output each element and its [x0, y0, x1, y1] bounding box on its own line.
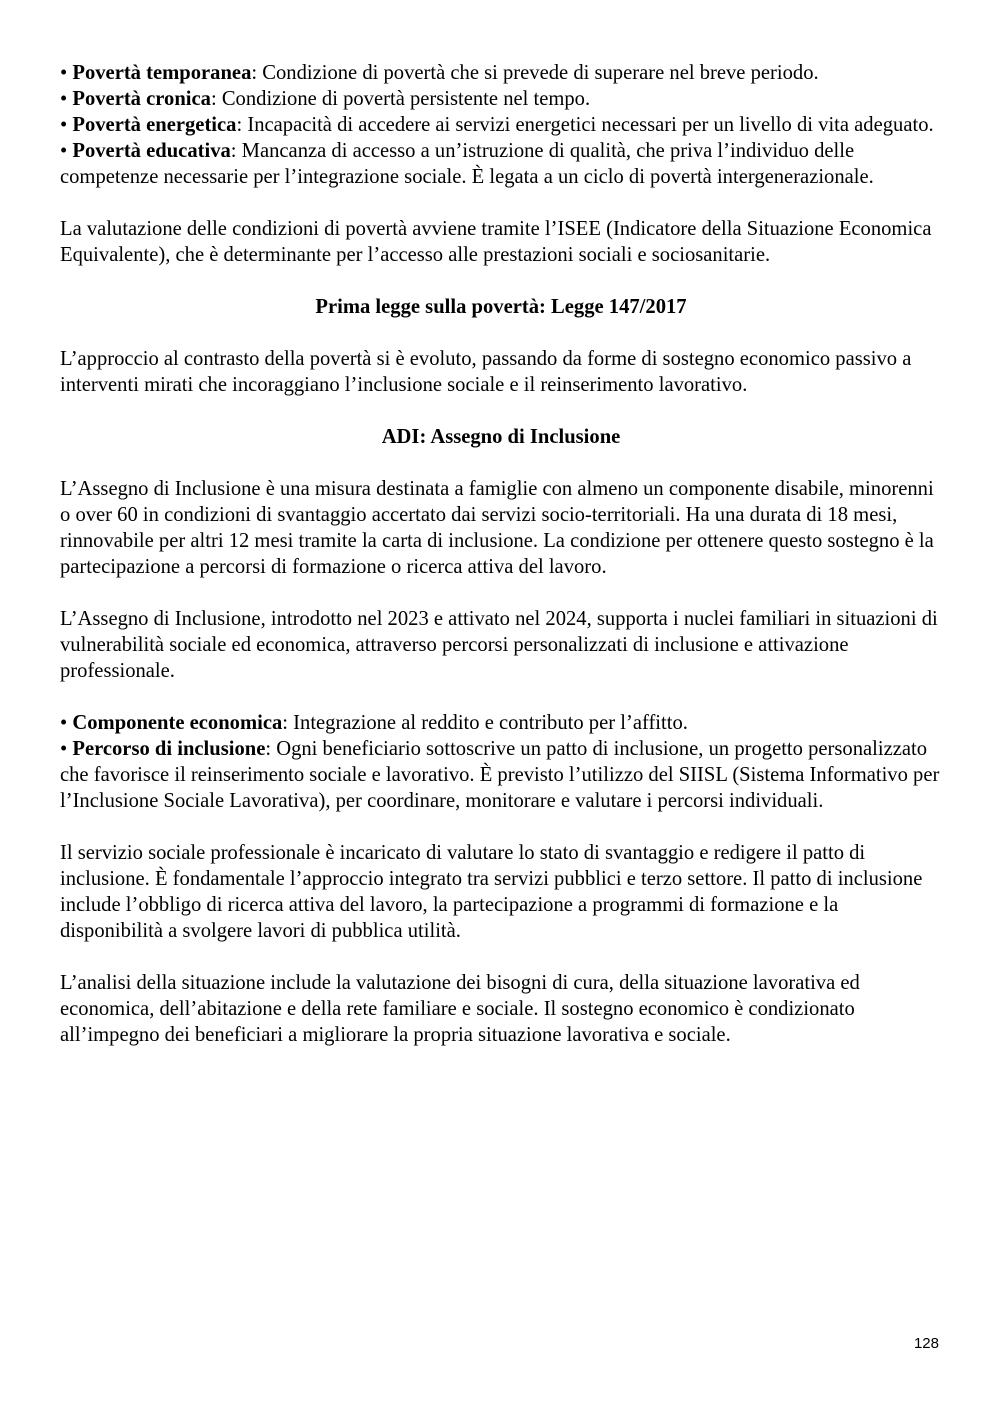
- term: Percorso di inclusione: [72, 738, 266, 760]
- term: Povertà temporanea: [72, 62, 252, 84]
- adi-paragraph-1: L’Assegno di Inclusione è una misura destinata a famiglie con almeno un componente disabile, minorenni o over 60 in condizioni di svantaggio accertato dai servizi socio-territoriali. Ha una durata di 18 mesi, rinnovabile per altri 12 mesi tramite la carta di inclusione. La condizione per ottenere questo sostegno è la partecipazione a percorsi di formazione o ricerca attiva del lavoro.: [60, 478, 934, 578]
- list-item: [60, 112, 942, 138]
- term-description: : Mancanza di accesso a un’istruzione di qualità, che priva l’individuo delle competenze necessarie per l’integrazione sociale. È legata a un ciclo di povertà intergenerazionale.: [60, 140, 874, 188]
- term-description: : Integrazione al reddito e contributo per l’affitto.: [282, 712, 688, 734]
- adi-components-list: [60, 710, 942, 814]
- section-heading-adi: ADI: Assegno di Inclusione: [381, 426, 621, 448]
- section-heading-law: Prima legge sulla povertà: Legge 147/2017: [315, 296, 687, 318]
- isee-paragraph: La valutazione delle condizioni di povertà avviene tramite l’ISEE (Indicatore della Situazione Economica Equivalente), che è determinante per l’accesso alle prestazioni sociali e sociosanitarie.: [60, 218, 932, 266]
- bullet: •: [60, 114, 68, 136]
- approach-paragraph: L’approccio al contrasto della povertà si è evoluto, passando da forme di sostegno economico passivo a interventi mirati che incoraggiano l’inclusione sociale e il reinserimento lavorativo.: [60, 348, 912, 396]
- bullet: •: [60, 712, 68, 734]
- term: Povertà cronica: [72, 88, 211, 110]
- term: Povertà energetica: [72, 114, 237, 136]
- term: Componente economica: [72, 712, 283, 734]
- bullet: •: [60, 738, 68, 760]
- list-item: [60, 60, 942, 86]
- list-item: [60, 710, 942, 736]
- term-description: : Condizione di povertà persistente nel tempo.: [210, 88, 591, 110]
- term: Povertà educativa: [72, 140, 231, 162]
- term-description: : Condizione di povertà che si prevede di superare nel breve periodo.: [251, 62, 819, 84]
- document-page: [60, 60, 942, 1048]
- bullet: •: [60, 140, 68, 162]
- term-description: : Incapacità di accedere ai servizi energetici necessari per un livello di vita adeguato.: [236, 114, 934, 136]
- bullet: •: [60, 62, 68, 84]
- list-item: [60, 86, 942, 112]
- term-description: : Ogni beneficiario sottoscrive un patto di inclusione, un progetto personalizzato che favorisce il reinserimento sociale e lavorativo. È previsto l’utilizzo del SIISL (Sistema Informativo per l’Inclusione Sociale Lavorativa), per coordinare, monitorare e valutare i percorsi individuali.: [60, 738, 940, 812]
- poverty-types-list: [60, 60, 942, 190]
- adi-paragraph-2: L’Assegno di Inclusione, introdotto nel 2023 e attivato nel 2024, supporta i nuclei familiari in situazioni di vulnerabilità sociale ed economica, attraverso percorsi personalizzati di inclusione e attivazione professionale.: [60, 608, 938, 682]
- bullet: •: [60, 88, 68, 110]
- list-item: [60, 138, 942, 190]
- analysis-paragraph: L’analisi della situazione include la valutazione dei bisogni di cura, della situazione lavorativa ed economica, dell’abitazione e della rete familiare e sociale. Il sostegno economico è condizionato all’impegno dei beneficiari a migliorare la propria situazione lavorativa e sociale.: [60, 972, 860, 1046]
- social-service-paragraph: Il servizio sociale professionale è incaricato di valutare lo stato di svantaggio e redigere il patto di inclusione. È fondamentale l’approccio integrato tra servizi pubblici e terzo settore. Il patto di inclusione include l’obbligo di ricerca attiva del lavoro, la partecipazione a programmi di formazione e la disponibilità a svolgere lavori di pubblica utilità.: [60, 842, 923, 942]
- list-item: [60, 736, 942, 814]
- page-number: 128: [913, 1335, 939, 1352]
